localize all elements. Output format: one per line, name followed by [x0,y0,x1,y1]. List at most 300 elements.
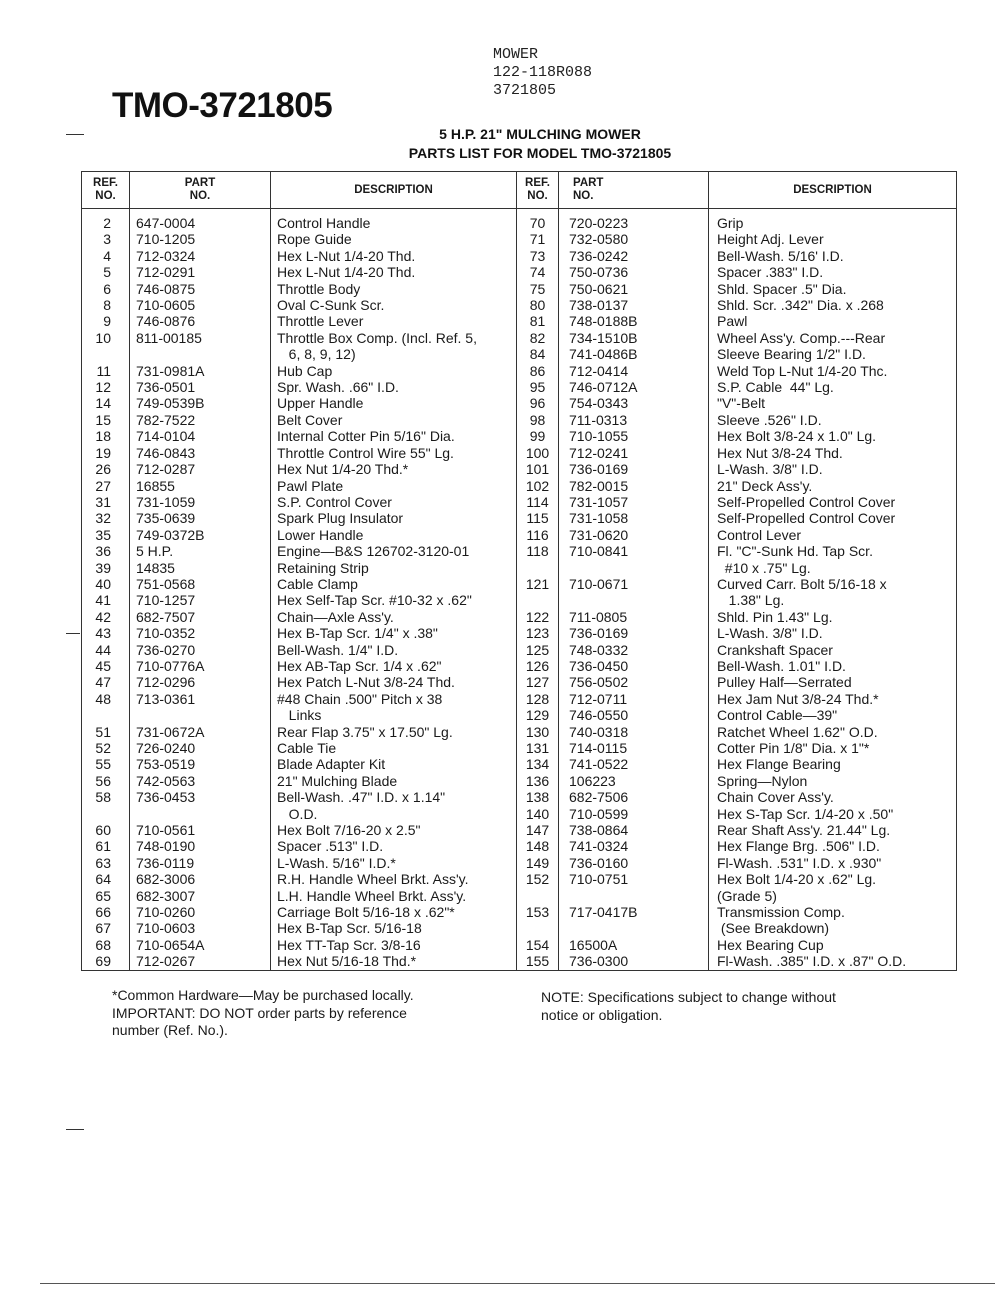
description-cell: Upper Handle [271,395,517,411]
description-cell: Control Handle [271,209,517,232]
description-cell: Blade Adapter Kit [271,756,517,772]
ref-no-cell: 63 [82,855,130,871]
part-no-cell [559,888,709,904]
stamp-line: 122-118R088 [493,64,593,81]
part-no-cell: 736-0169 [559,461,709,477]
description-cell: Pawl Plate [271,478,517,494]
ref-no-cell: 125 [517,642,559,658]
description-cell: Hex B-Tap Scr. 1/4" x .38" [271,625,517,641]
ref-no-cell: 71 [517,231,559,247]
table-row [82,871,957,887]
ref-no-cell: 130 [517,724,559,740]
part-no-cell: 741-0486B [559,346,709,362]
part-no-cell: 736-0300 [559,953,709,970]
description-cell: Fl-Wash. .531" I.D. x .930" [709,855,957,871]
description-cell: Sleeve .526" I.D. [709,412,957,428]
table-row [82,527,957,543]
description-cell: (See Breakdown) [709,920,957,936]
part-no-cell: 714-0104 [130,428,271,444]
ref-no-cell [517,592,559,608]
description-cell: Ratchet Wheel 1.62" O.D. [709,724,957,740]
ref-no-cell: 68 [82,937,130,953]
description-cell: Spr. Wash. .66" I.D. [271,379,517,395]
part-no-cell: 731-1059 [130,494,271,510]
ref-no-cell: 67 [82,920,130,936]
ref-no-cell: 12 [82,379,130,395]
part-no-cell: 748-0332 [559,642,709,658]
description-cell: Hex Flange Brg. .506" I.D. [709,838,957,854]
description-cell: Carriage Bolt 5/16-18 x .62"* [271,904,517,920]
part-no-cell: 712-0241 [559,445,709,461]
description-cell: #48 Chain .500" Pitch x 38 [271,691,517,707]
part-no-cell: 811-00185 [130,330,271,346]
description-cell: 21" Deck Ass'y. [709,478,957,494]
part-no-cell: 731-0672A [130,724,271,740]
description-cell: Transmission Comp. [709,904,957,920]
subtitle-mower: 5 H.P. 21" MULCHING MOWER [439,126,641,142]
table-row [82,888,957,904]
specifications-note [541,989,941,1024]
ref-no-cell: 80 [517,297,559,313]
description-cell: Hex AB-Tap Scr. 1/4 x .62" [271,658,517,674]
ref-no-cell: 66 [82,904,130,920]
ref-no-cell: 134 [517,756,559,772]
ref-no-cell: 118 [517,543,559,559]
ref-no-cell: 44 [82,642,130,658]
description-cell: Shld. Scr. .342" Dia. x .268 [709,297,957,313]
part-no-cell: 710-0561 [130,822,271,838]
ref-no-cell: 99 [517,428,559,444]
description-cell: Pulley Half—Serrated [709,674,957,690]
part-no-cell: 682-7507 [130,609,271,625]
part-no-cell: 736-0242 [559,248,709,264]
table-row [82,330,957,346]
table-row [82,297,957,313]
page-title: TMO-3721805 [112,86,333,125]
part-no-cell: 736-0501 [130,379,271,395]
part-no-cell: 750-0621 [559,281,709,297]
ref-no-cell: 14 [82,395,130,411]
description-cell: Hex Bolt 3/8-24 x 1.0" Lg. [709,428,957,444]
ref-no-cell: 122 [517,609,559,625]
description-cell: Retaining Strip [271,560,517,576]
ref-no-cell: 74 [517,264,559,280]
description-cell: L-Wash. 3/8" I.D. [709,625,957,641]
ref-no-cell: 47 [82,674,130,690]
ref-no-cell: 6 [82,281,130,297]
ref-no-cell: 48 [82,691,130,707]
description-cell: Hex Bolt 1/4-20 x .62" Lg. [709,871,957,887]
part-no-cell: 736-0169 [559,625,709,641]
part-no-cell: 712-0296 [130,674,271,690]
table-row [82,674,957,690]
part-no-cell: 711-0805 [559,609,709,625]
part-no-cell: 710-0776A [130,658,271,674]
part-no-cell: 741-0324 [559,838,709,854]
column-header-description-2: DESCRIPTION [709,172,957,209]
part-no-cell: 731-1057 [559,494,709,510]
part-no-cell: 731-0981A [130,363,271,379]
description-cell: S.P. Control Cover [271,494,517,510]
part-no-cell: 714-0115 [559,740,709,756]
description-cell: Wheel Ass'y. Comp.---Rear [709,330,957,346]
ref-no-cell: 58 [82,789,130,805]
part-no-cell: 712-0287 [130,461,271,477]
ref-no-cell: 31 [82,494,130,510]
ref-no-cell: 95 [517,379,559,395]
table-row [82,264,957,280]
ref-no-cell: 152 [517,871,559,887]
ref-no-cell: 60 [82,822,130,838]
part-no-cell: 710-1257 [130,592,271,608]
ref-no-cell: 32 [82,510,130,526]
ref-no-cell: 101 [517,461,559,477]
ref-no-cell [82,707,130,723]
part-no-cell: 682-7506 [559,789,709,805]
margin-mark [66,1129,84,1130]
ref-no-cell: 75 [517,281,559,297]
part-no-cell: 717-0417B [559,904,709,920]
part-no-cell: 14835 [130,560,271,576]
table-row [82,445,957,461]
table-row [82,478,957,494]
ref-no-cell: 18 [82,428,130,444]
part-no-cell: 734-1510B [559,330,709,346]
table-row [82,904,957,920]
part-no-cell [130,707,271,723]
ref-no-cell: 56 [82,773,130,789]
table-header-row [82,172,957,209]
part-no-cell: 736-0160 [559,855,709,871]
description-cell: Belt Cover [271,412,517,428]
page-bottom-rule [40,1283,995,1284]
part-no-cell: 748-0190 [130,838,271,854]
ref-no-cell: 41 [82,592,130,608]
part-no-cell: 738-0864 [559,822,709,838]
description-cell: Rear Flap 3.75" x 17.50" Lg. [271,724,517,740]
description-cell: 21" Mulching Blade [271,773,517,789]
part-no-cell: 106223 [559,773,709,789]
description-cell: Engine—B&S 126702-3120-01 [271,543,517,559]
description-cell: Hex L-Nut 1/4-20 Thd. [271,264,517,280]
description-cell: Hex Bolt 7/16-20 x 2.5" [271,822,517,838]
part-no-cell: 782-7522 [130,412,271,428]
table-row [82,789,957,805]
ref-no-cell: 2 [82,209,130,232]
ref-no-cell: 45 [82,658,130,674]
ref-no-cell: 100 [517,445,559,461]
description-cell: Crankshaft Spacer [709,642,957,658]
description-cell: Shld. Pin 1.43" Lg. [709,609,957,625]
description-cell: Bell-Wash. 1/4" I.D. [271,642,517,658]
footnote-line: number (Ref. No.). [112,1022,228,1038]
description-cell: Spacer .383" I.D. [709,264,957,280]
part-no-cell: 736-0119 [130,855,271,871]
description-cell: Hex Nut 3/8-24 Thd. [709,445,957,461]
table-row [82,494,957,510]
description-cell: Bell-Wash. 5/16' I.D. [709,248,957,264]
part-no-cell: 754-0343 [559,395,709,411]
ref-no-cell: 149 [517,855,559,871]
part-no-cell: 731-0620 [559,527,709,543]
ref-no-cell: 86 [517,363,559,379]
ref-no-cell [82,806,130,822]
description-cell: Height Adj. Lever [709,231,957,247]
part-no-cell: 753-0519 [130,756,271,772]
ref-no-cell: 116 [517,527,559,543]
stamp-line: 3721805 [493,82,557,99]
description-cell: Spark Plug Insulator [271,510,517,526]
ref-no-cell [82,346,130,362]
table-row [82,379,957,395]
column-header-ref-no: REF. NO. [82,172,130,209]
description-cell: Pawl [709,313,957,329]
ref-no-cell: 121 [517,576,559,592]
description-cell: Oval C-Sunk Scr. [271,297,517,313]
table-row [82,609,957,625]
description-cell: Lower Handle [271,527,517,543]
part-no-cell [559,920,709,936]
table-row [82,346,957,362]
table-row [82,756,957,772]
table-row [82,822,957,838]
part-no-cell: 751-0568 [130,576,271,592]
ref-no-cell: 126 [517,658,559,674]
table-row [82,248,957,264]
table-row [82,691,957,707]
ref-no-cell: 11 [82,363,130,379]
part-no-cell: 746-0550 [559,707,709,723]
ref-no-cell: 64 [82,871,130,887]
description-cell: Rope Guide [271,231,517,247]
description-cell: Hex Patch L-Nut 3/8-24 Thd. [271,674,517,690]
part-no-cell: 746-0875 [130,281,271,297]
table-row [82,560,957,576]
table-row [82,592,957,608]
part-no-cell: 746-0843 [130,445,271,461]
ref-no-cell: 40 [82,576,130,592]
part-no-cell: 16500A [559,937,709,953]
description-cell: Self-Propelled Control Cover [709,494,957,510]
description-cell: Hex Self-Tap Scr. #10-32 x .62" [271,592,517,608]
ref-no-cell: 81 [517,313,559,329]
part-no-cell: 710-0654A [130,937,271,953]
part-no-cell: 756-0502 [559,674,709,690]
ref-no-cell: 155 [517,953,559,970]
description-cell: L-Wash. 5/16" I.D.* [271,855,517,871]
ref-no-cell: 82 [517,330,559,346]
ref-no-cell: 8 [82,297,130,313]
ref-no-cell: 123 [517,625,559,641]
part-no-cell: 711-0313 [559,412,709,428]
ref-no-cell [517,560,559,576]
table-row [82,313,957,329]
table-row [82,395,957,411]
description-cell: (Grade 5) [709,888,957,904]
table-row [82,281,957,297]
description-cell: R.H. Handle Wheel Brkt. Ass'y. [271,871,517,887]
part-no-cell: 16855 [130,478,271,494]
description-cell: "V"-Belt [709,395,957,411]
part-no-cell: 746-0876 [130,313,271,329]
part-no-cell: 749-0539B [130,395,271,411]
description-cell: Cable Tie [271,740,517,756]
part-no-cell: 710-0671 [559,576,709,592]
table-row [82,920,957,936]
ref-no-cell: 42 [82,609,130,625]
ref-no-cell: 147 [517,822,559,838]
parts-table-body [82,209,957,971]
description-cell: O.D. [271,806,517,822]
table-row [82,806,957,822]
description-cell: Hex Flange Bearing [709,756,957,772]
part-no-cell: 782-0015 [559,478,709,494]
ref-no-cell: 65 [82,888,130,904]
ref-no-cell: 3 [82,231,130,247]
ref-no-cell: 96 [517,395,559,411]
ref-no-cell: 5 [82,264,130,280]
part-no-cell: 712-0267 [130,953,271,970]
part-no-cell: 710-0751 [559,871,709,887]
part-no-cell: 682-3006 [130,871,271,887]
table-row [82,773,957,789]
description-cell: Grip [709,209,957,232]
description-cell: Throttle Control Wire 55" Lg. [271,445,517,461]
ref-no-cell: 43 [82,625,130,641]
stamp-line: MOWER [493,46,539,63]
part-no-cell: 742-0563 [130,773,271,789]
description-cell: Internal Cotter Pin 5/16" Dia. [271,428,517,444]
ref-no-cell: 9 [82,313,130,329]
description-cell: Hex TT-Tap Scr. 3/8-16 [271,937,517,953]
part-no-cell: 713-0361 [130,691,271,707]
description-cell: Control Cable—39" [709,707,957,723]
description-cell: Sleeve Bearing 1/2" I.D. [709,346,957,362]
part-no-cell: 710-1055 [559,428,709,444]
description-cell: Throttle Lever [271,313,517,329]
description-cell: Bell-Wash. .47" I.D. x 1.14" [271,789,517,805]
note-line: notice or obligation. [541,1006,663,1023]
part-no-cell: 731-1058 [559,510,709,526]
description-cell: Rear Shaft Ass'y. 21.44" Lg. [709,822,957,838]
part-no-cell: 710-0841 [559,543,709,559]
table-row [82,658,957,674]
ref-no-cell: 153 [517,904,559,920]
ref-no-cell: 127 [517,674,559,690]
table-row [82,510,957,526]
column-header-description: DESCRIPTION [271,172,517,209]
ref-no-cell: 131 [517,740,559,756]
description-cell: Hex Bearing Cup [709,937,957,953]
description-cell: L-Wash. 3/8" I.D. [709,461,957,477]
ref-no-cell: 154 [517,937,559,953]
part-no-cell: 710-0599 [559,806,709,822]
table-row [82,412,957,428]
part-no-cell: 738-0137 [559,297,709,313]
ref-no-cell: 19 [82,445,130,461]
description-cell: 1.38" Lg. [709,592,957,608]
part-no-cell: 740-0318 [559,724,709,740]
table-row [82,576,957,592]
part-no-cell: 5 H.P. [130,543,271,559]
description-cell: L.H. Handle Wheel Brkt. Ass'y. [271,888,517,904]
ref-no-cell: 138 [517,789,559,805]
table-row [82,740,957,756]
description-cell: Hex B-Tap Scr. 5/16-18 [271,920,517,936]
note-line: NOTE: Specifications subject to change without [541,989,836,1005]
part-no-cell: 712-0324 [130,248,271,264]
table-row [82,231,957,247]
table-row [82,642,957,658]
ref-no-cell: 15 [82,412,130,428]
description-cell: Chain Cover Ass'y. [709,789,957,805]
ref-no-cell: 84 [517,346,559,362]
part-no-cell [130,346,271,362]
description-cell: Weld Top L-Nut 1/4-20 Thc. [709,363,957,379]
ref-no-cell: 70 [517,209,559,232]
description-cell: Chain—Axle Ass'y. [271,609,517,625]
ref-no-cell: 10 [82,330,130,346]
description-cell: Hex L-Nut 1/4-20 Thd. [271,248,517,264]
table-row [82,937,957,953]
table-row [82,543,957,559]
ref-no-cell: 52 [82,740,130,756]
part-no-cell: 726-0240 [130,740,271,756]
column-header-part-no: PART NO. [130,172,271,209]
ref-no-cell: 61 [82,838,130,854]
table-row [82,209,957,232]
description-cell: Hex Nut 5/16-18 Thd.* [271,953,517,970]
table-row [82,707,957,723]
part-no-cell: 720-0223 [559,209,709,232]
part-no-cell: 647-0004 [130,209,271,232]
ref-no-cell: 115 [517,510,559,526]
ref-no-cell: 51 [82,724,130,740]
ref-no-cell: 102 [517,478,559,494]
ref-no-cell: 129 [517,707,559,723]
description-cell: Fl. "C"-Sunk Hd. Tap Scr. [709,543,957,559]
footnote-line: *Common Hardware—May be purchased locally. [112,987,414,1003]
margin-mark [66,633,80,634]
part-no-cell: 710-0605 [130,297,271,313]
description-cell: Hex S-Tap Scr. 1/4-20 x .50" [709,806,957,822]
ref-no-cell: 69 [82,953,130,970]
description-cell: Spacer .513" I.D. [271,838,517,854]
part-no-cell: 682-3007 [130,888,271,904]
part-no-cell: 712-0711 [559,691,709,707]
footnote-line: IMPORTANT: DO NOT order parts by reference [112,1004,407,1021]
ref-no-cell: 55 [82,756,130,772]
table-row [82,838,957,854]
part-no-cell: 712-0414 [559,363,709,379]
ref-no-cell [517,888,559,904]
part-no-cell [559,592,709,608]
table-row [82,953,957,970]
part-no-cell: 735-0639 [130,510,271,526]
ref-no-cell [517,920,559,936]
part-no-cell: 736-0270 [130,642,271,658]
description-cell: Links [271,707,517,723]
ref-no-cell: 27 [82,478,130,494]
table-row [82,461,957,477]
part-no-cell: 750-0736 [559,264,709,280]
description-cell: Curved Carr. Bolt 5/16-18 x [709,576,957,592]
subtitle-parts-list: PARTS LIST FOR MODEL TMO-3721805 [408,145,672,161]
ref-no-cell: 128 [517,691,559,707]
part-no-cell: 741-0522 [559,756,709,772]
ref-no-cell: 140 [517,806,559,822]
model-stamp [493,46,592,100]
